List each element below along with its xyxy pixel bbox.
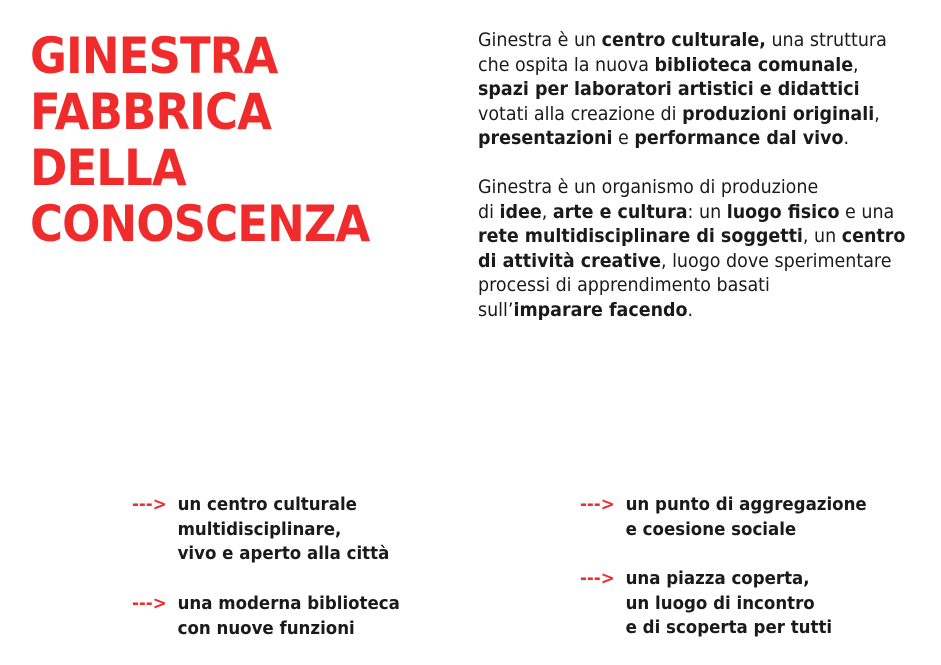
- feature-line: un centro culturale: [177, 495, 357, 515]
- text-run-bold: centro culturale,: [601, 29, 766, 51]
- feature-line: con nuove funzioni: [177, 618, 355, 639]
- text-run: votati alla creazione di: [478, 102, 683, 125]
- text-run-bold: di attività creative: [478, 249, 661, 272]
- text-run: , luogo dove sperimentare: [660, 249, 892, 272]
- feature-line: una piazza coperta,: [625, 569, 810, 589]
- text-run: di: [478, 200, 500, 223]
- text-run: e una: [839, 200, 895, 223]
- text-run: .: [843, 127, 850, 150]
- text-run: ,: [874, 102, 880, 125]
- feature-line: un luogo di incontro: [625, 593, 815, 614]
- text-run-bold: produzioni originali: [682, 102, 875, 125]
- feature-line: un punto di aggregazione: [625, 495, 867, 515]
- arrow-icon: --->: [580, 495, 615, 515]
- text-run: : un: [687, 200, 727, 223]
- feature-line: e coesione sociale: [625, 519, 797, 540]
- text-run-bold: performance dal vivo: [634, 127, 844, 150]
- text-run: processi di apprendimento basati: [478, 274, 770, 297]
- title-line: DELLA: [30, 139, 186, 197]
- text-run-bold: presentazioni: [478, 127, 613, 150]
- text-run: Ginestra è un organismo di produzione: [478, 175, 819, 198]
- text-run: e: [612, 127, 635, 150]
- text-run-bold: spazi per laboratori artistici e didattici: [478, 78, 860, 101]
- feature-line: vivo e aperto alla città: [177, 544, 390, 564]
- text-run-bold: centro: [841, 225, 906, 248]
- text-run: , un: [802, 225, 842, 248]
- arrow-icon: --->: [132, 594, 167, 614]
- arrow-icon: --->: [580, 569, 615, 589]
- feature-line: multidisciplinare,: [177, 519, 342, 540]
- text-run: Ginestra è un: [478, 29, 602, 51]
- feature-point: [132, 493, 389, 567]
- text-run: ,: [541, 200, 553, 223]
- feature-line: una moderna biblioteca: [177, 594, 400, 614]
- text-run: sull’: [478, 298, 514, 321]
- intro-paragraph-2: [478, 175, 906, 323]
- title-line: FABBRICA: [30, 83, 272, 141]
- intro-paragraph-1: [478, 28, 887, 151]
- feature-point: [580, 493, 867, 542]
- text-run: ,: [853, 53, 859, 76]
- text-run: una struttura: [765, 29, 887, 51]
- page-title: [30, 28, 369, 252]
- text-run-bold: arte e cultura: [552, 200, 688, 223]
- text-run-bold: rete multidisciplinare di soggetti: [478, 225, 803, 248]
- text-run-bold: biblioteca comunale: [654, 53, 854, 76]
- text-run-bold: luogo fisico: [726, 200, 840, 223]
- feature-line: e di scoperta per tutti: [625, 618, 833, 638]
- text-run: .: [687, 298, 694, 321]
- title-line: CONOSCENZA: [30, 195, 370, 253]
- feature-point: [580, 567, 832, 641]
- feature-point: [132, 592, 400, 641]
- title-line: GINESTRA: [30, 27, 278, 85]
- intro-text: [478, 28, 918, 323]
- text-run-bold: imparare facendo: [513, 298, 688, 321]
- arrow-icon: --->: [132, 495, 167, 515]
- text-run: che ospita la nuova: [478, 53, 655, 76]
- text-run-bold: idee: [499, 200, 542, 223]
